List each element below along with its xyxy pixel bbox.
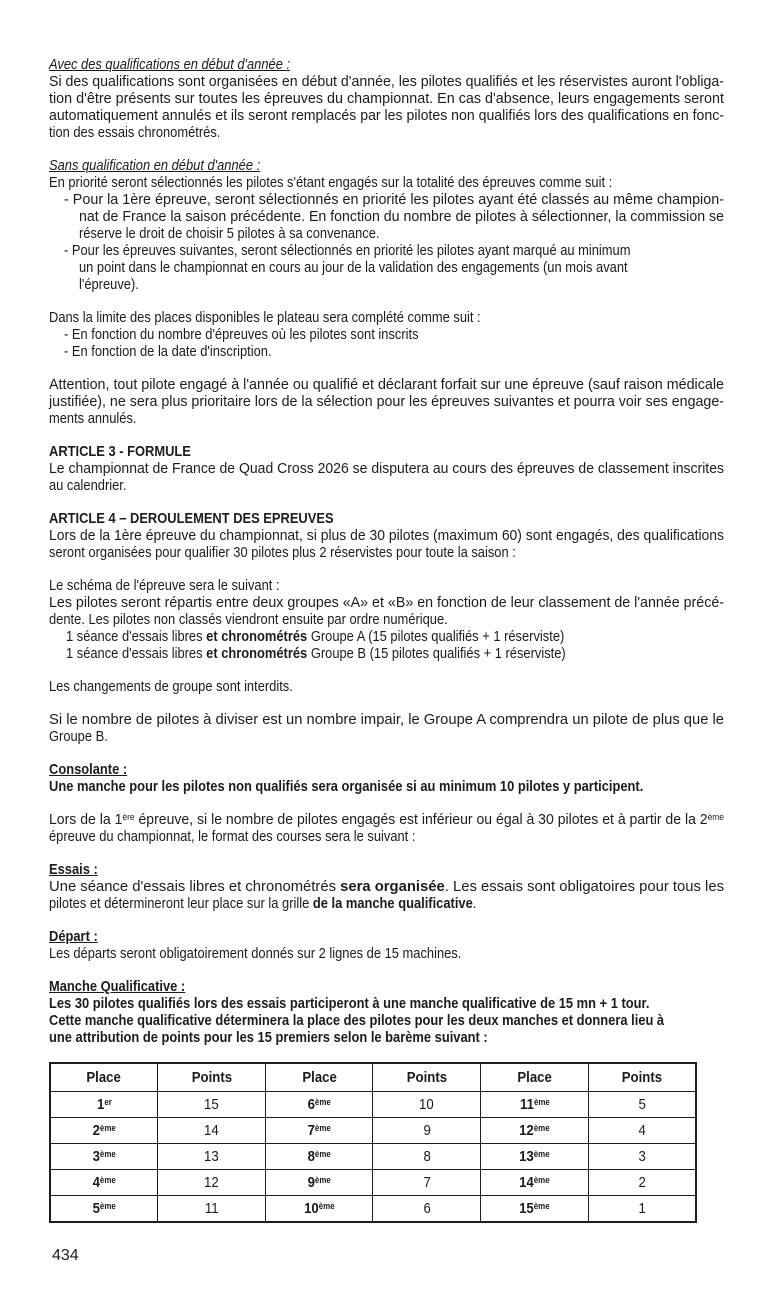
text-line <box>49 628 724 645</box>
text-line <box>49 878 724 895</box>
ordinal-suffix: ème <box>533 1175 550 1185</box>
section-sans-qualification <box>49 157 724 293</box>
text-run: automatiquement annulés et ils seront remplacés par les pilotes non qualifiés lors des qualifications en fonc- <box>49 107 724 124</box>
table-header-cell: Points <box>588 1063 696 1092</box>
para-changements-groupe <box>49 678 724 695</box>
table-header-cell: Place <box>265 1063 373 1092</box>
text-run: tion d'être présents sur toutes les épreuves du championnat. En cas d'absence, leurs engagements seront <box>49 90 724 107</box>
text-line <box>49 208 724 225</box>
ordinal-suffix: ème <box>533 1201 550 1211</box>
text-run: ème <box>707 812 724 822</box>
section-manche-qualificative <box>49 978 724 1046</box>
text-line <box>49 276 724 293</box>
text-run: . <box>472 895 477 912</box>
place-cell: 4ème <box>50 1170 158 1196</box>
text-line <box>49 728 724 745</box>
text-run: une attribution de points pour les 15 premiers selon le barème suivant : <box>49 1029 488 1046</box>
ordinal-suffix: ème <box>533 1123 550 1133</box>
place-cell: 13ème <box>481 1144 589 1170</box>
text-line <box>49 460 724 477</box>
table-header-cell: Place <box>481 1063 589 1092</box>
text-run: Essais : <box>49 861 98 878</box>
text-line <box>49 393 724 410</box>
text-run: Les pilotes seront répartis entre deux groupes «A» et «B» en fonction de leur classement de l'année précé- <box>49 594 724 611</box>
text-run: nat de France la saison précédente. En fonction du nombre de pilotes à sélectionner, la commission se <box>79 208 724 225</box>
points-cell: 12 <box>158 1170 266 1196</box>
text-run: - Pour la 1ère épreuve, seront sélectionnés en priorité les pilotes ayant été classés au même champion- <box>64 191 724 208</box>
text-line <box>49 56 724 73</box>
text-run: de la manche qualificative <box>312 895 473 912</box>
text-run: ARTICLE 3 - FORMULE <box>49 443 191 460</box>
points-cell: 1 <box>588 1196 696 1223</box>
text-line <box>49 410 724 427</box>
text-line <box>49 544 724 561</box>
ordinal-suffix: ème <box>99 1149 116 1159</box>
table-header-cell: Points <box>373 1063 481 1092</box>
ordinal-suffix: ème <box>314 1097 331 1107</box>
place-cell: 3ème <box>50 1144 158 1170</box>
section-consolante <box>49 761 724 795</box>
text-run: . Les essais sont obligatoires pour tous les <box>444 878 724 895</box>
section-essais <box>49 861 724 912</box>
text-run: Dans la limite des places disponibles le plateau sera complété comme suit : <box>49 309 481 326</box>
ordinal-suffix: er <box>103 1097 112 1107</box>
text-run: Cette manche qualificative déterminera la place des pilotes pour les deux manches et donnera lieu à <box>49 1012 665 1029</box>
text-run: Attention, tout pilote engagé à l'année ou qualifié et déclarant forfait sur une épreuve (sauf raison médicale <box>49 376 724 393</box>
ordinal-suffix: ème <box>533 1149 550 1159</box>
text-line <box>49 761 724 778</box>
ordinal-suffix: ème <box>99 1201 116 1211</box>
text-line <box>49 978 724 995</box>
para-format-courses <box>49 811 724 845</box>
text-run: Groupe B (15 pilotes qualifiés + 1 réserviste) <box>307 645 566 662</box>
points-cell: 7 <box>373 1170 481 1196</box>
text-line <box>49 1029 724 1046</box>
text-line <box>49 778 724 795</box>
document-content <box>49 56 724 1223</box>
text-run: Lors de la 1ère épreuve du championnat, si plus de 30 pilotes (maximum 60) sont engagés, des qualifications <box>49 527 724 544</box>
text-run: ments annulés. <box>49 410 137 427</box>
points-cell: 6 <box>373 1196 481 1223</box>
text-line <box>49 945 724 962</box>
text-line <box>49 678 724 695</box>
text-run: l'épreuve). <box>79 276 139 293</box>
place-cell: 8ème <box>265 1144 373 1170</box>
table-row <box>50 1092 696 1118</box>
text-run: Sans qualification en début d'année : <box>49 157 261 174</box>
para-schema-epreuve <box>49 577 724 662</box>
text-run: ARTICLE 4 – DEROULEMENT DES EPREUVES <box>49 510 334 527</box>
text-run: Si des qualifications sont organisées en début d'année, les pilotes qualifiés et les réservistes auront l'obliga- <box>49 73 724 90</box>
text-run: Manche Qualificative : <box>49 978 186 995</box>
text-line <box>49 309 724 326</box>
text-run: sera organisée <box>340 878 445 895</box>
text-run: au calendrier. <box>49 477 127 494</box>
table-row <box>50 1170 696 1196</box>
place-cell: 2ème <box>50 1118 158 1144</box>
text-run: et chronométrés <box>206 645 308 662</box>
place-cell: 1er <box>50 1092 158 1118</box>
table-header-cell: Place <box>50 1063 158 1092</box>
article-3-formule <box>49 443 724 494</box>
text-run: Groupe A (15 pilotes qualifiés + 1 réserviste) <box>307 628 565 645</box>
text-run: - En fonction du nombre d'épreuves où les pilotes sont inscrits <box>64 326 419 343</box>
text-line <box>49 242 724 259</box>
text-line <box>49 861 724 878</box>
text-line <box>49 90 724 107</box>
text-run: ère <box>122 812 135 822</box>
ordinal-suffix: ème <box>314 1123 331 1133</box>
text-run: justifiée), ne sera plus prioritaire lors de la sélection pour les épreuves suivantes et pourra voir ses engage- <box>49 393 724 410</box>
text-run: et chronométrés <box>206 628 308 645</box>
place-cell: 11ème <box>481 1092 589 1118</box>
text-run: 1 séance d'essais libres <box>66 645 207 662</box>
points-table <box>49 1062 697 1223</box>
text-run: dente. Les pilotes non classés viendront ensuite par ordre numérique. <box>49 611 448 628</box>
text-run: épreuve, si le nombre de pilotes engagés est inférieur ou égal à 30 pilotes et à partir de la 2 <box>134 811 708 828</box>
text-run: seront organisées pour qualifier 30 pilotes plus 2 réservistes pour toute la saison : <box>49 544 516 561</box>
text-line <box>49 1012 724 1029</box>
text-line <box>49 124 724 141</box>
text-line <box>49 711 724 728</box>
section-depart <box>49 928 724 962</box>
place-cell: 6ème <box>265 1092 373 1118</box>
text-line <box>49 326 724 343</box>
text-line <box>49 73 724 90</box>
place-cell: 9ème <box>265 1170 373 1196</box>
text-run: tion des essais chronométrés. <box>49 124 221 141</box>
text-run: - En fonction de la date d'inscription. <box>64 343 272 360</box>
points-cell: 10 <box>373 1092 481 1118</box>
text-line <box>49 895 724 912</box>
text-run: En priorité seront sélectionnés les pilotes s'étant engagés sur la totalité des épreuves comme suit : <box>49 174 613 191</box>
ordinal-suffix: ème <box>314 1149 331 1159</box>
table-row <box>50 1196 696 1223</box>
ordinal-suffix: ème <box>99 1175 116 1185</box>
text-run: Lors de la 1 <box>49 811 123 828</box>
text-line <box>49 527 724 544</box>
place-cell: 7ème <box>265 1118 373 1144</box>
points-cell: 13 <box>158 1144 266 1170</box>
text-run: Avec des qualifications en début d'année : <box>49 56 291 73</box>
text-run: Une manche pour les pilotes non qualifiés sera organisée si au minimum 10 pilotes y participent. <box>49 778 644 795</box>
text-line <box>49 343 724 360</box>
place-cell: 15ème <box>481 1196 589 1223</box>
place-cell: 12ème <box>481 1118 589 1144</box>
text-line <box>49 594 724 611</box>
text-line <box>49 477 724 494</box>
place-cell: 10ème <box>265 1196 373 1223</box>
ordinal-suffix: ème <box>318 1201 335 1211</box>
ordinal-suffix: ème <box>314 1175 331 1185</box>
table-header-cell: Points <box>158 1063 266 1092</box>
text-line <box>49 174 724 191</box>
ordinal-suffix: ème <box>533 1097 550 1107</box>
text-run: Groupe B. <box>49 728 108 745</box>
text-line <box>49 510 724 527</box>
text-line <box>49 995 724 1012</box>
text-line <box>49 645 724 662</box>
text-run: Les 30 pilotes qualifiés lors des essais participeront à une manche qualificative de 15 mn + 1 tour. <box>49 995 650 1012</box>
text-run: 1 séance d'essais libres <box>66 628 207 645</box>
page-number: 434 <box>52 1247 79 1264</box>
text-line <box>49 259 724 276</box>
text-run: Si le nombre de pilotes à diviser est un nombre impair, le Groupe A comprendra un pilote de plus que le <box>49 711 724 728</box>
text-line <box>49 611 724 628</box>
points-cell: 2 <box>588 1170 696 1196</box>
place-cell: 5ème <box>50 1196 158 1223</box>
text-line <box>49 157 724 174</box>
text-run: pilotes et détermineront leur place sur la grille <box>49 895 313 912</box>
text-run: Le schéma de l'épreuve sera le suivant : <box>49 577 280 594</box>
text-line <box>49 577 724 594</box>
article-4-deroulement <box>49 510 724 561</box>
text-run: Les départs seront obligatoirement donnés sur 2 lignes de 15 machines. <box>49 945 462 962</box>
text-run: - Pour les épreuves suivantes, seront sélectionnés en priorité les pilotes ayant marqué au minimum <box>64 242 631 259</box>
para-attention-forfait <box>49 376 724 427</box>
points-cell: 8 <box>373 1144 481 1170</box>
text-line <box>49 928 724 945</box>
table-header-row <box>50 1063 696 1092</box>
points-cell: 5 <box>588 1092 696 1118</box>
text-run: Une séance d'essais libres et chronométrés <box>49 878 341 895</box>
text-line <box>49 376 724 393</box>
para-places-disponibles <box>49 309 724 360</box>
points-cell: 4 <box>588 1118 696 1144</box>
place-cell: 14ème <box>481 1170 589 1196</box>
points-cell: 9 <box>373 1118 481 1144</box>
text-run: Le championnat de France de Quad Cross 2026 se disputera au cours des épreuves de classement inscrites <box>49 460 724 477</box>
points-cell: 3 <box>588 1144 696 1170</box>
ordinal-suffix: ème <box>99 1123 116 1133</box>
text-line <box>49 191 724 208</box>
text-run: Les changements de groupe sont interdits. <box>49 678 293 695</box>
text-run: réserve le droit de choisir 5 pilotes à sa convenance. <box>79 225 380 242</box>
text-line <box>49 811 724 828</box>
para-nombre-impair <box>49 711 724 745</box>
section-avec-qualifications <box>49 56 724 141</box>
text-line <box>49 828 724 845</box>
text-line <box>49 443 724 460</box>
text-line <box>49 225 724 242</box>
points-cell: 11 <box>158 1196 266 1223</box>
points-cell: 14 <box>158 1118 266 1144</box>
text-run: épreuve du championnat, le format des courses sera le suivant : <box>49 828 416 845</box>
table-row <box>50 1118 696 1144</box>
points-cell: 15 <box>158 1092 266 1118</box>
text-run: Consolante : <box>49 761 128 778</box>
table-row <box>50 1144 696 1170</box>
text-run: Départ : <box>49 928 98 945</box>
text-run: un point dans le championnat en cours au jour de la validation des engagements (un mois avant <box>79 259 628 276</box>
text-line <box>49 107 724 124</box>
